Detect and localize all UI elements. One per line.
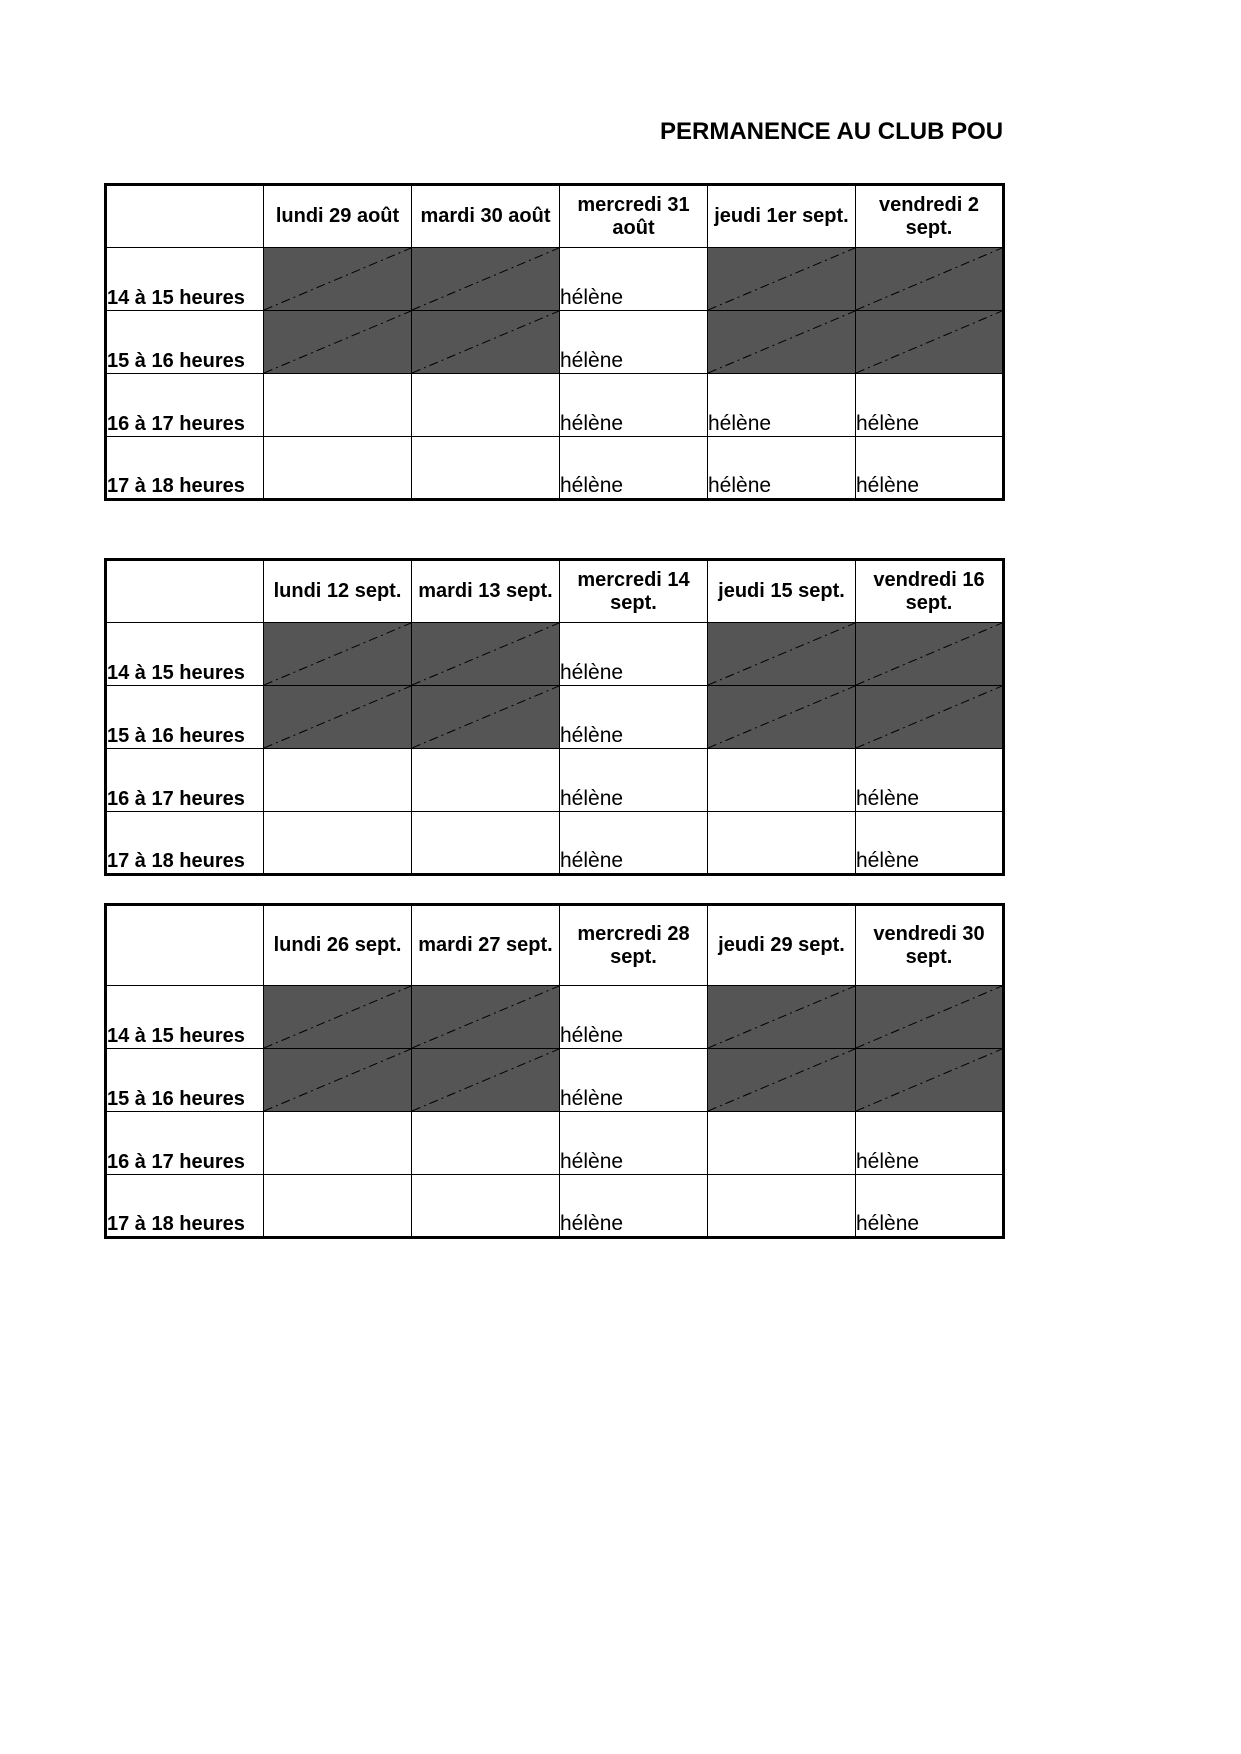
closed-cell xyxy=(856,686,1004,749)
time-slot-label: 16 à 17 heures xyxy=(106,1112,264,1175)
volunteer-cell: hélène xyxy=(708,437,856,500)
volunteer-cell: hélène xyxy=(560,248,708,311)
closed-cell xyxy=(412,311,560,374)
time-slot-label: 16 à 17 heures xyxy=(106,374,264,437)
volunteer-cell: hélène xyxy=(856,437,1004,500)
closed-cell xyxy=(412,1049,560,1112)
table-row xyxy=(106,1112,1004,1175)
volunteer-cell xyxy=(412,1175,560,1238)
corner-cell xyxy=(106,185,264,248)
volunteer-cell xyxy=(264,812,412,875)
volunteer-cell xyxy=(412,374,560,437)
volunteer-cell: hélène xyxy=(560,1175,708,1238)
volunteer-cell: hélène xyxy=(560,1112,708,1175)
hatch-icon xyxy=(264,248,411,310)
hatch-icon xyxy=(412,623,559,685)
closed-cell xyxy=(264,986,412,1049)
day-header: mercredi 31 août xyxy=(560,185,708,248)
volunteer-cell: hélène xyxy=(560,686,708,749)
volunteer-cell: hélène xyxy=(560,812,708,875)
day-header: lundi 26 sept. xyxy=(264,905,412,986)
volunteer-cell xyxy=(264,1112,412,1175)
hatch-icon xyxy=(412,986,559,1048)
closed-cell xyxy=(708,311,856,374)
hatch-icon xyxy=(412,1049,559,1111)
page-title: PERMANENCE AU CLUB POU xyxy=(660,118,1004,145)
day-header: jeudi 29 sept. xyxy=(708,905,856,986)
closed-cell xyxy=(856,986,1004,1049)
hatch-icon xyxy=(856,686,1002,748)
day-header: jeudi 15 sept. xyxy=(708,560,856,623)
table-row xyxy=(106,374,1004,437)
volunteer-cell: hélène xyxy=(856,749,1004,812)
schedule-table-week-2 xyxy=(104,558,1005,876)
volunteer-cell xyxy=(412,437,560,500)
time-slot-label: 15 à 16 heures xyxy=(106,686,264,749)
volunteer-cell xyxy=(264,437,412,500)
time-slot-label: 15 à 16 heures xyxy=(106,311,264,374)
closed-cell xyxy=(708,986,856,1049)
table-row xyxy=(106,1049,1004,1112)
volunteer-cell xyxy=(708,1175,856,1238)
day-header: mardi 13 sept. xyxy=(412,560,560,623)
closed-cell xyxy=(856,248,1004,311)
corner-cell xyxy=(106,905,264,986)
hatch-icon xyxy=(708,686,855,748)
table-row xyxy=(106,1175,1004,1238)
volunteer-cell: hélène xyxy=(560,623,708,686)
volunteer-cell: hélène xyxy=(560,374,708,437)
hatch-icon xyxy=(412,686,559,748)
table-row xyxy=(106,437,1004,500)
closed-cell xyxy=(708,248,856,311)
table-row xyxy=(106,311,1004,374)
volunteer-cell xyxy=(412,749,560,812)
time-slot-label: 17 à 18 heures xyxy=(106,437,264,500)
day-header: mercredi 14 sept. xyxy=(560,560,708,623)
day-header: vendredi 2 sept. xyxy=(856,185,1004,248)
hatch-icon xyxy=(412,311,559,373)
volunteer-cell xyxy=(264,749,412,812)
volunteer-cell: hélène xyxy=(560,986,708,1049)
day-header: jeudi 1er sept. xyxy=(708,185,856,248)
closed-cell xyxy=(264,623,412,686)
closed-cell xyxy=(264,248,412,311)
table-row xyxy=(106,248,1004,311)
volunteer-cell xyxy=(412,812,560,875)
table-row xyxy=(106,812,1004,875)
day-header: mercredi 28 sept. xyxy=(560,905,708,986)
volunteer-cell: hélène xyxy=(856,1112,1004,1175)
volunteer-cell: hélène xyxy=(856,812,1004,875)
closed-cell xyxy=(708,623,856,686)
closed-cell xyxy=(412,623,560,686)
table-row xyxy=(106,986,1004,1049)
day-header: vendredi 30 sept. xyxy=(856,905,1004,986)
volunteer-cell: hélène xyxy=(560,437,708,500)
hatch-icon xyxy=(412,248,559,310)
volunteer-cell xyxy=(412,1112,560,1175)
closed-cell xyxy=(708,1049,856,1112)
hatch-icon xyxy=(856,248,1002,310)
day-header: mardi 27 sept. xyxy=(412,905,560,986)
time-slot-label: 17 à 18 heures xyxy=(106,812,264,875)
hatch-icon xyxy=(708,311,855,373)
closed-cell xyxy=(264,311,412,374)
closed-cell xyxy=(856,1049,1004,1112)
day-header: vendredi 16 sept. xyxy=(856,560,1004,623)
closed-cell xyxy=(412,686,560,749)
volunteer-cell xyxy=(708,749,856,812)
volunteer-cell: hélène xyxy=(560,311,708,374)
hatch-icon xyxy=(856,986,1002,1048)
time-slot-label: 14 à 15 heures xyxy=(106,248,264,311)
time-slot-label: 15 à 16 heures xyxy=(106,1049,264,1112)
hatch-icon xyxy=(264,686,411,748)
volunteer-cell xyxy=(708,1112,856,1175)
volunteer-cell: hélène xyxy=(560,1049,708,1112)
time-slot-label: 17 à 18 heures xyxy=(106,1175,264,1238)
hatch-icon xyxy=(264,311,411,373)
schedule-table-week-3 xyxy=(104,903,1005,1239)
closed-cell xyxy=(856,623,1004,686)
closed-cell xyxy=(412,248,560,311)
hatch-icon xyxy=(264,986,411,1048)
time-slot-label: 14 à 15 heures xyxy=(106,986,264,1049)
hatch-icon xyxy=(856,623,1002,685)
volunteer-cell xyxy=(708,812,856,875)
volunteer-cell xyxy=(264,1175,412,1238)
table-row xyxy=(106,623,1004,686)
closed-cell xyxy=(412,986,560,1049)
hatch-icon xyxy=(708,1049,855,1111)
hatch-icon xyxy=(708,623,855,685)
closed-cell xyxy=(264,1049,412,1112)
volunteer-cell: hélène xyxy=(856,1175,1004,1238)
volunteer-cell xyxy=(264,374,412,437)
volunteer-cell: hélène xyxy=(708,374,856,437)
closed-cell xyxy=(708,686,856,749)
hatch-icon xyxy=(264,623,411,685)
hatch-icon xyxy=(856,311,1002,373)
time-slot-label: 16 à 17 heures xyxy=(106,749,264,812)
table-row xyxy=(106,686,1004,749)
volunteer-cell: hélène xyxy=(560,749,708,812)
closed-cell xyxy=(264,686,412,749)
day-header: mardi 30 août xyxy=(412,185,560,248)
schedule-table-week-1 xyxy=(104,183,1005,501)
day-header: lundi 12 sept. xyxy=(264,560,412,623)
day-header: lundi 29 août xyxy=(264,185,412,248)
table-row xyxy=(106,749,1004,812)
volunteer-cell: hélène xyxy=(856,374,1004,437)
hatch-icon xyxy=(856,1049,1002,1111)
closed-cell xyxy=(856,311,1004,374)
hatch-icon xyxy=(264,1049,411,1111)
hatch-icon xyxy=(708,248,855,310)
corner-cell xyxy=(106,560,264,623)
time-slot-label: 14 à 15 heures xyxy=(106,623,264,686)
hatch-icon xyxy=(708,986,855,1048)
